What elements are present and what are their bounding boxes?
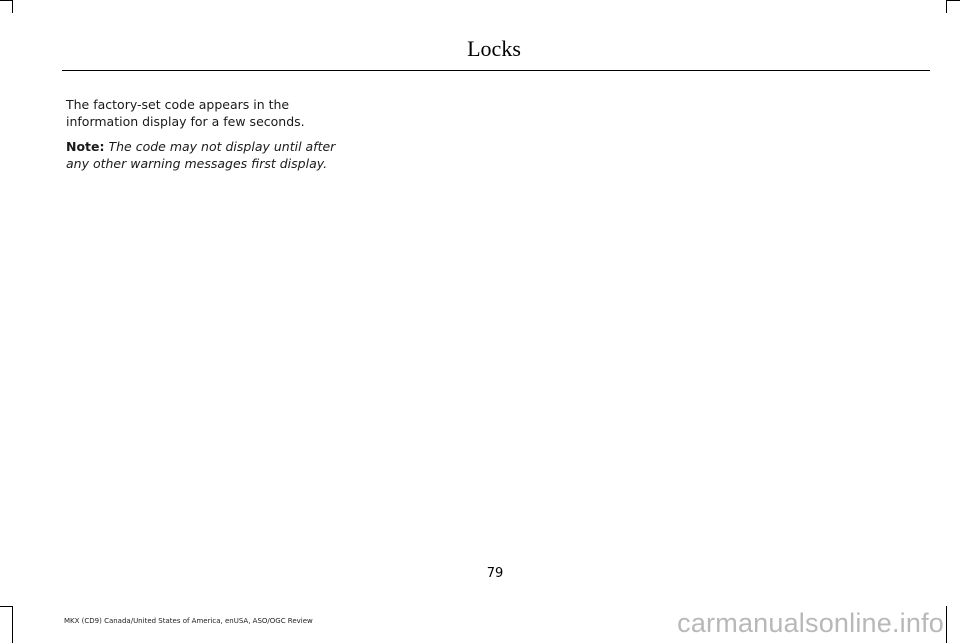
crop-mark-bottom-left <box>12 606 13 643</box>
crop-mark-top-left <box>12 0 13 13</box>
section-title: Locks <box>467 36 521 61</box>
page-header <box>62 34 930 71</box>
crop-mark-top-right <box>946 0 960 1</box>
note-label: Note: <box>66 139 105 154</box>
crop-mark-bottom-left <box>0 606 12 607</box>
note-paragraph <box>66 138 341 172</box>
document-info: MKX (CD9) Canada/United States of America, enUSA, ASO/OGC Review <box>64 617 313 625</box>
text-column <box>66 96 341 180</box>
crop-mark-bottom-right <box>946 606 947 643</box>
note-text: The code may not display until after any other warning messages first display. <box>66 139 336 171</box>
crop-mark-top-left <box>0 0 12 1</box>
watermark: carmanualsonline.info <box>677 608 944 638</box>
page-number: 79 <box>486 566 504 581</box>
body-paragraph: The factory-set code appears in the information display for a few seconds. <box>66 97 305 129</box>
crop-mark-top-right <box>946 0 947 13</box>
